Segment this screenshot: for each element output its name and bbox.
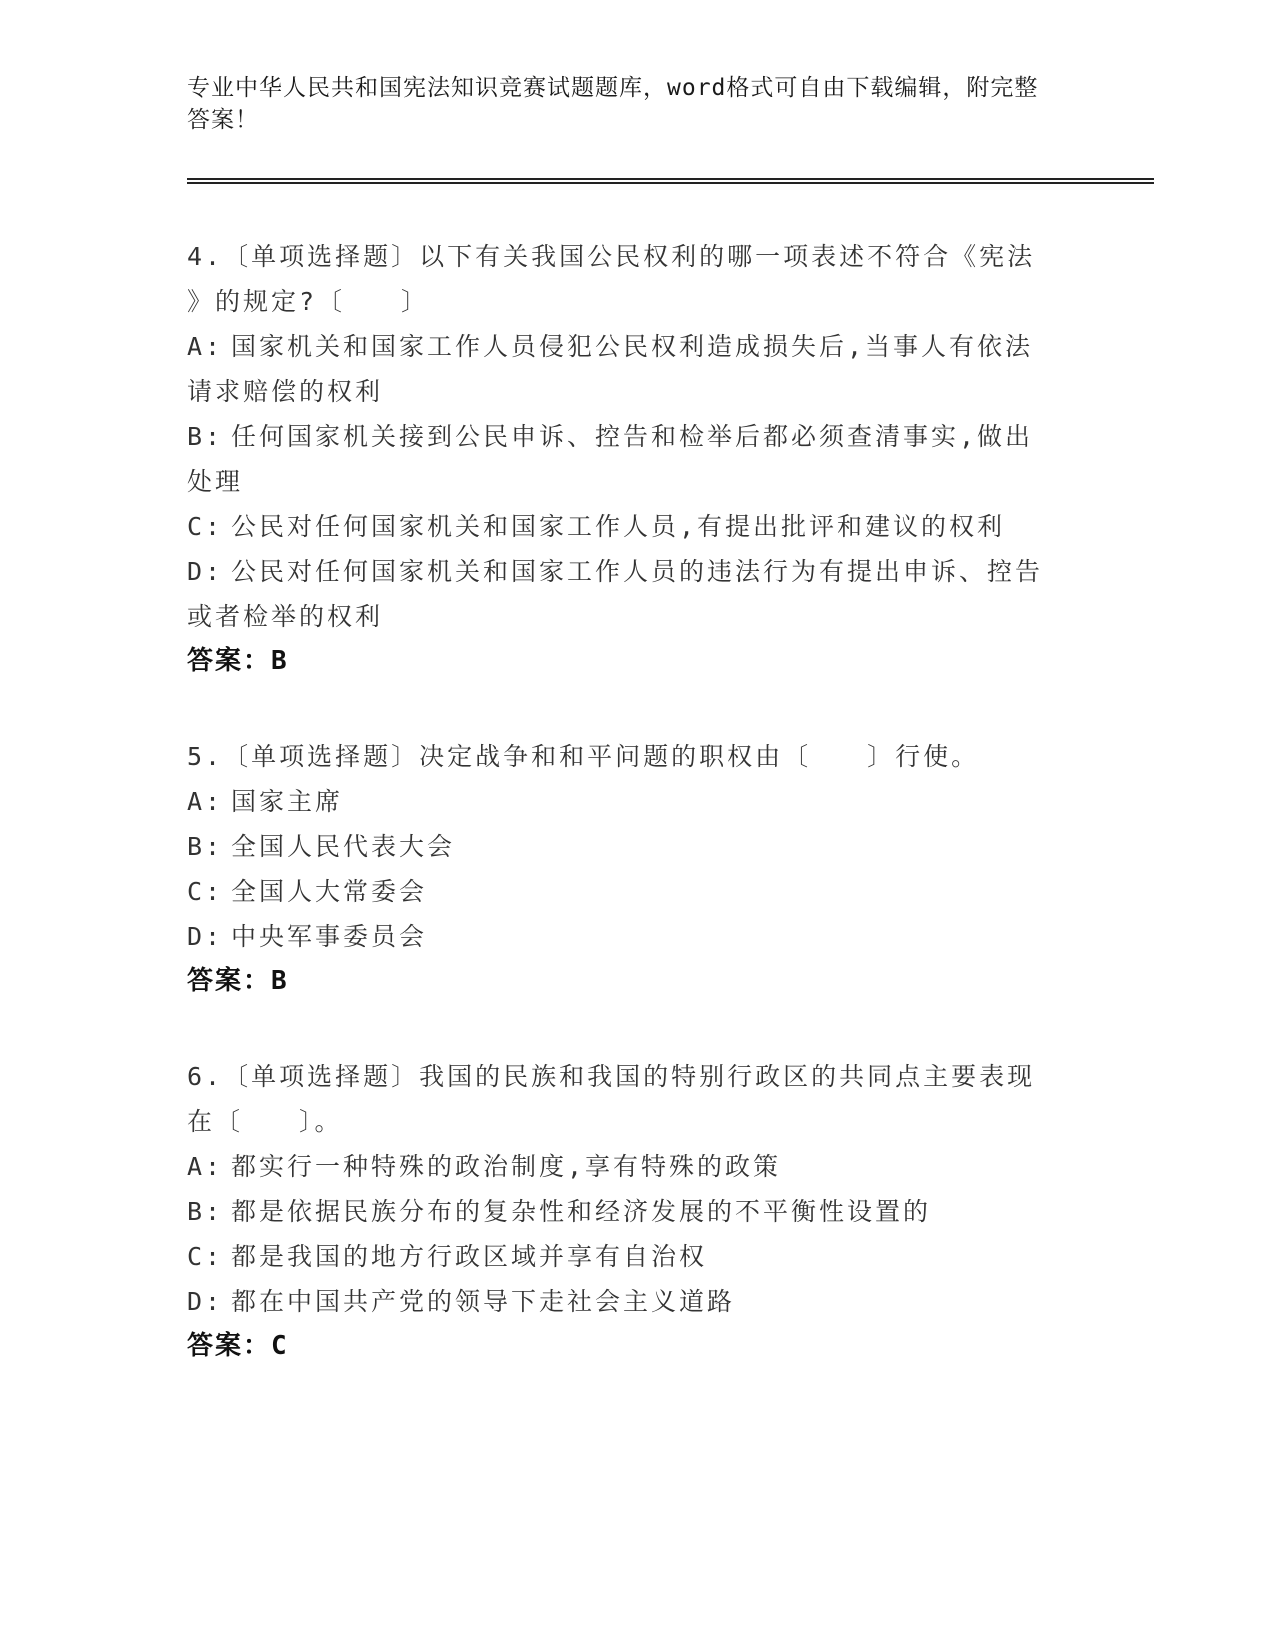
option-text: 全国人民代表大会 xyxy=(231,832,456,861)
question-stem-line: 4.〔单项选择题〕以下有关我国公民权利的哪一项表述不符合《宪法 xyxy=(187,242,1036,271)
option-b xyxy=(187,1189,1087,1234)
question-stem-line: 6.〔单项选择题〕我国的民族和我国的特别行政区的共同点主要表现 xyxy=(187,1062,1036,1091)
question-block-5 xyxy=(187,734,1087,1004)
option-a xyxy=(187,1144,1087,1189)
answer-text: 答案：B xyxy=(187,646,289,676)
question-stem-line: 5.〔单项选择题〕决定战争和和平问题的职权由〔 〕行使。 xyxy=(187,742,980,771)
option-label: A: xyxy=(187,332,224,361)
option-text: 都是我国的地方行政区域并享有自治权 xyxy=(231,1242,708,1271)
option-label: C: xyxy=(187,877,224,906)
question-block-6 xyxy=(187,1054,1087,1369)
option-label: B: xyxy=(187,832,224,861)
option-text: 国家主席 xyxy=(231,787,344,816)
option-label: D: xyxy=(187,1287,224,1316)
option-a xyxy=(187,779,1087,824)
option-text: 国家机关和国家工作人员侵犯公民权利造成损失后,当事人有依法 xyxy=(231,332,1034,361)
option-b-continuation: 处理 xyxy=(187,467,244,496)
option-text: 都是依据民族分布的复杂性和经济发展的不平衡性设置的 xyxy=(231,1197,932,1226)
header-divider xyxy=(187,178,1154,184)
option-label: B: xyxy=(187,422,224,451)
option-label: A: xyxy=(187,1152,224,1181)
option-b xyxy=(187,414,1087,459)
option-a xyxy=(187,324,1087,369)
header-line-2: 答案！ xyxy=(187,107,259,133)
answer-text: 答案：C xyxy=(187,1331,289,1361)
option-label: C: xyxy=(187,1242,224,1271)
option-a-continuation: 请求赔偿的权利 xyxy=(187,377,384,406)
question-stem-line: 在〔 〕。 xyxy=(187,1107,343,1136)
option-d xyxy=(187,914,1087,959)
header-line-1: 专业中华人民共和国宪法知识竞赛试题题库，word格式可自由下载编辑，附完整 xyxy=(187,75,1039,101)
document-header xyxy=(187,72,1087,136)
option-d xyxy=(187,549,1087,594)
option-text: 任何国家机关接到公民申诉、控告和检举后都必须查清事实,做出 xyxy=(231,422,1034,451)
option-label: C: xyxy=(187,512,224,541)
question-stem-line: 》的规定?〔 〕 xyxy=(187,287,430,316)
option-label: D: xyxy=(187,922,224,951)
option-label: D: xyxy=(187,557,224,586)
option-text: 公民对任何国家机关和国家工作人员的违法行为有提出申诉、控告 xyxy=(231,557,1044,586)
option-b xyxy=(187,824,1087,869)
option-text: 中央军事委员会 xyxy=(231,922,428,951)
option-label: A: xyxy=(187,787,224,816)
option-text: 全国人大常委会 xyxy=(231,877,428,906)
answer-text: 答案：B xyxy=(187,966,289,996)
option-d-continuation: 或者检举的权利 xyxy=(187,602,384,631)
option-d xyxy=(187,1279,1087,1324)
option-c xyxy=(187,1234,1087,1279)
option-label: B: xyxy=(187,1197,224,1226)
option-c xyxy=(187,869,1087,914)
option-text: 都在中国共产党的领导下走社会主义道路 xyxy=(231,1287,736,1316)
option-c xyxy=(187,504,1087,549)
option-text: 都实行一种特殊的政治制度,享有特殊的政策 xyxy=(231,1152,782,1181)
question-block-4 xyxy=(187,234,1087,684)
option-text: 公民对任何国家机关和国家工作人员,有提出批评和建议的权利 xyxy=(231,512,1006,541)
